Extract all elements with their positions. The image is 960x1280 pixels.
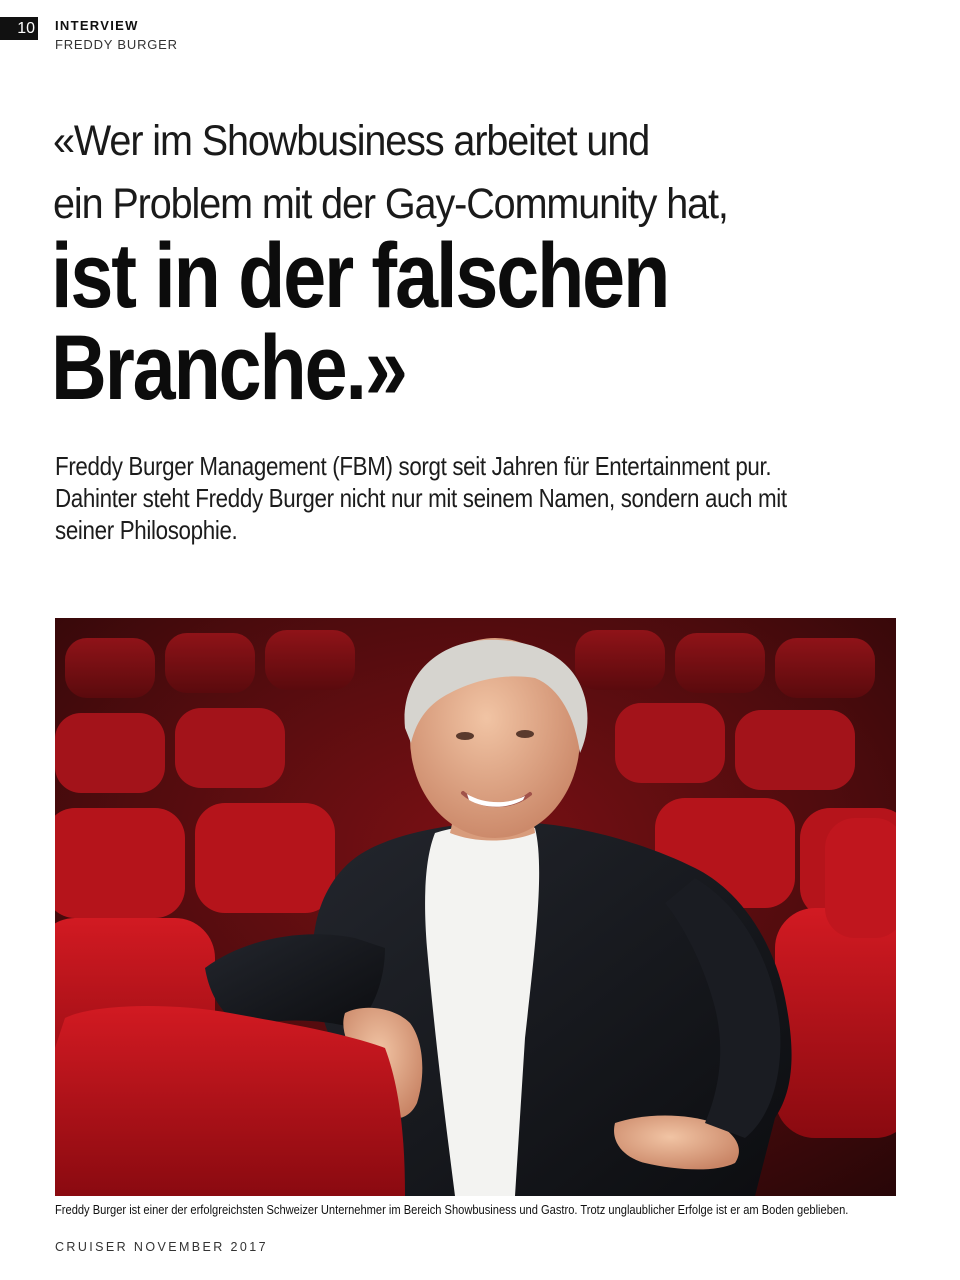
headline-line: «Wer im Showbusiness arbeitet und [53, 117, 650, 165]
magazine-footer: CRUISER NOVEMBER 2017 [55, 1240, 268, 1254]
portrait-illustration [55, 618, 896, 1196]
subsection-label: FREDDY BURGER [55, 37, 178, 52]
lead-line: Freddy Burger Management (FBM) sorgt seit Jahren für Entertainment pur. [55, 451, 772, 481]
headline-quote-intro [53, 110, 863, 236]
headline-bold-line: Branche.» [51, 317, 406, 419]
headline-bold-line: ist in der falschen [51, 225, 669, 327]
section-label: INTERVIEW [55, 18, 139, 33]
portrait-photo [55, 618, 896, 1196]
headline-line: ein Problem mit der Gay-Community hat, [53, 180, 728, 228]
lead-line: Dahinter steht Freddy Burger nicht nur mit seinem Namen, sondern auch mit [55, 483, 787, 513]
lead-line: seiner Philosophie. [55, 515, 238, 545]
lead-paragraph [55, 450, 829, 546]
photo-caption: Freddy Burger ist einer der erfolgreichsten Schweizer Unternehmer im Bereich Showbusiness und Gastro. Trotz unglaublicher Erfolge ist er am Boden geblieben. [55, 1203, 849, 1217]
headline-quote-emphasis [51, 225, 807, 419]
page-number: 10 [0, 17, 38, 40]
